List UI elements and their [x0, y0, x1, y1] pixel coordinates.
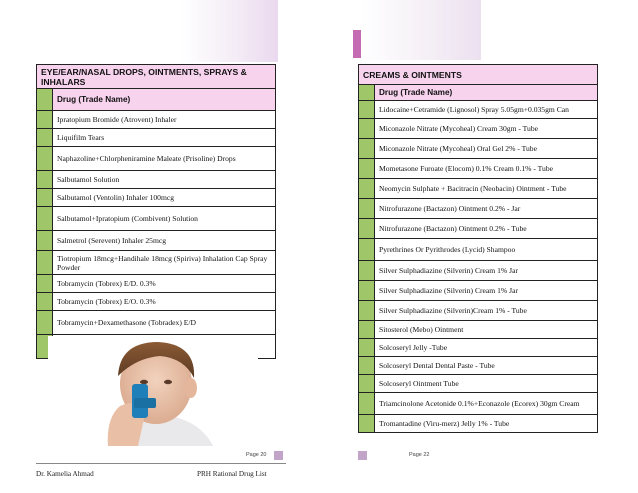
page-number-left: Page 20 [246, 452, 267, 458]
section-header-row [37, 65, 276, 89]
drug-name-cell: Salmetrol (Serevent) Inhaler 25mcg [53, 231, 276, 251]
row-gutter [359, 415, 375, 433]
column-header: Drug (Trade Name) [53, 89, 276, 111]
drug-name-cell: Naphazoline+Chlorpheniramine Maleate (Prisoline) Drops [53, 147, 276, 171]
row-gutter [359, 101, 375, 119]
page-marker-square [274, 451, 283, 460]
row-gutter [359, 281, 375, 301]
row-gutter [359, 357, 375, 375]
child-inhaler-illustration [48, 336, 258, 446]
table-row [359, 281, 598, 301]
drug-name-cell: Tobramycin (Tobrex) E/D. 0.3% [53, 275, 276, 293]
table-row [37, 293, 276, 311]
drug-name-cell: Silver Sulphadiazine (Silverin)Cream 1% - Tube [375, 301, 598, 321]
row-gutter [37, 231, 53, 251]
drug-name-cell: Silver Sulphadiazine (Silverin) Cream 1% Jar [375, 281, 598, 301]
column-header-row [37, 89, 276, 111]
drug-name-cell: Salbutamol (Ventolin) Inhaler 100mcg [53, 189, 276, 207]
table-row [359, 199, 598, 219]
table-row [359, 179, 598, 199]
drug-name-cell: Miconazole Nitrate (Mycoheal) Cream 30gm - Tube [375, 119, 598, 139]
page-number-right: Page 22 [409, 452, 430, 458]
drug-name-cell: Neomycin Sulphate + Bacitracin (Neobacin) Ointment - Tube [375, 179, 598, 199]
row-gutter [37, 189, 53, 207]
row-gutter [37, 171, 53, 189]
drug-name-cell: Tobramycin (Tobrex) E/O. 0.3% [53, 293, 276, 311]
row-gutter [37, 129, 53, 147]
page-marker-square [358, 451, 367, 460]
right-drug-table [358, 64, 598, 433]
column-header-row [359, 85, 598, 101]
drug-name-cell: Solcoseryl Dental Dental Paste - Tube [375, 357, 598, 375]
decorative-tab-marker [353, 30, 361, 58]
row-gutter [37, 207, 53, 231]
drug-name-cell: Tobramycin+Dexamethasone (Tobradex) E/D [53, 311, 276, 335]
table-row [37, 207, 276, 231]
table-row [359, 357, 598, 375]
section-title: EYE/EAR/NASAL DROPS, OINTMENTS, SPRAYS & INHALARS [37, 65, 276, 89]
drug-name-cell: Miconazole Nitrate (Mycoheal) Oral Gel 2% - Tube [375, 139, 598, 159]
drug-name-cell: Nitrofurazone (Bactazon) Ointment 0.2% - Tube [375, 219, 598, 239]
row-gutter [37, 275, 53, 293]
row-gutter [359, 139, 375, 159]
table-row [37, 275, 276, 293]
table-row [37, 111, 276, 129]
table-row [359, 261, 598, 281]
drug-name-cell: Salbutamol+Ipratopium (Combivent) Solution [53, 207, 276, 231]
row-gutter [359, 321, 375, 339]
table-row [359, 339, 598, 357]
decorative-tab-left [180, 0, 278, 62]
section-title: CREAMS & OINTMENTS [359, 65, 598, 85]
child-inhaler-photo [48, 336, 258, 446]
drug-name-cell: Tromantadine (Viru-merz) Jelly 1% - Tube [375, 415, 598, 433]
table-row [37, 251, 276, 275]
row-gutter [359, 301, 375, 321]
table-row [37, 189, 276, 207]
row-gutter [37, 311, 53, 335]
row-gutter [359, 179, 375, 199]
drug-name-cell: Triamcinolone Acetonide 0.1%+Econazole (Ecorex) 30gm Cream [375, 393, 598, 415]
row-gutter [359, 261, 375, 281]
row-gutter [359, 393, 375, 415]
table-row [359, 239, 598, 261]
drug-name-cell: Solcoseryl Ointment Tube [375, 375, 598, 393]
row-gutter [37, 111, 53, 129]
row-gutter [359, 199, 375, 219]
footer-rule [36, 463, 286, 464]
row-gutter [359, 85, 375, 101]
drug-name-cell: Mometasone Furoate (Elocom) 0.1% Cream 0.1% - Tube [375, 159, 598, 179]
row-gutter [359, 219, 375, 239]
drug-name-cell: Solcoseryl Jelly -Tube [375, 339, 598, 357]
table-row [37, 129, 276, 147]
row-gutter [37, 89, 53, 111]
table-row [359, 393, 598, 415]
column-header: Drug (Trade Name) [375, 85, 598, 101]
left-drug-table [36, 64, 276, 359]
drug-name-cell: Ipratopium Bromide (Atrovent) Inhaler [53, 111, 276, 129]
row-gutter [359, 339, 375, 357]
drug-name-cell: Liquifilm Tears [53, 129, 276, 147]
drug-name-cell: Pyrethrines Or Pyrithrodes (Lycid) Shampoo [375, 239, 598, 261]
table-row [359, 101, 598, 119]
drug-name-cell: Sitosterol (Mebo) Ointment [375, 321, 598, 339]
row-gutter [359, 159, 375, 179]
footer-author: Dr. Kamelia Ahmad [36, 470, 94, 478]
row-gutter [37, 147, 53, 171]
table-row [37, 171, 276, 189]
drug-name-cell: Tiotropium 18mcg+Handihale 18mcg (Spiriva) Inhalation Cap Spray Powder [53, 251, 276, 275]
row-gutter [37, 251, 53, 275]
table-row [37, 231, 276, 251]
table-row [359, 159, 598, 179]
table-row [37, 147, 276, 171]
section-header-row [359, 65, 598, 85]
table-row [359, 321, 598, 339]
table-row [359, 301, 598, 321]
table-row [359, 375, 598, 393]
drug-name-cell: Lidocaine+Cetramide (Lignosol) Spray 5.05gm+0.035gm Can [375, 101, 598, 119]
drug-name-cell: Nitrofurazone (Bactazon) Ointment 0.2% - Jar [375, 199, 598, 219]
row-gutter [359, 119, 375, 139]
table-row [359, 119, 598, 139]
table-row [37, 311, 276, 335]
table-row [359, 415, 598, 433]
table-row [359, 139, 598, 159]
row-gutter [37, 293, 53, 311]
drug-name-cell: Silver Sulphadiazine (Silverin) Cream 1% Jar [375, 261, 598, 281]
drug-name-cell: Salbutamol Solution [53, 171, 276, 189]
footer-title: PRH Rational Drug List [197, 470, 267, 478]
table-row [359, 219, 598, 239]
decorative-tab-right [361, 0, 481, 60]
row-gutter [359, 239, 375, 261]
row-gutter [359, 375, 375, 393]
